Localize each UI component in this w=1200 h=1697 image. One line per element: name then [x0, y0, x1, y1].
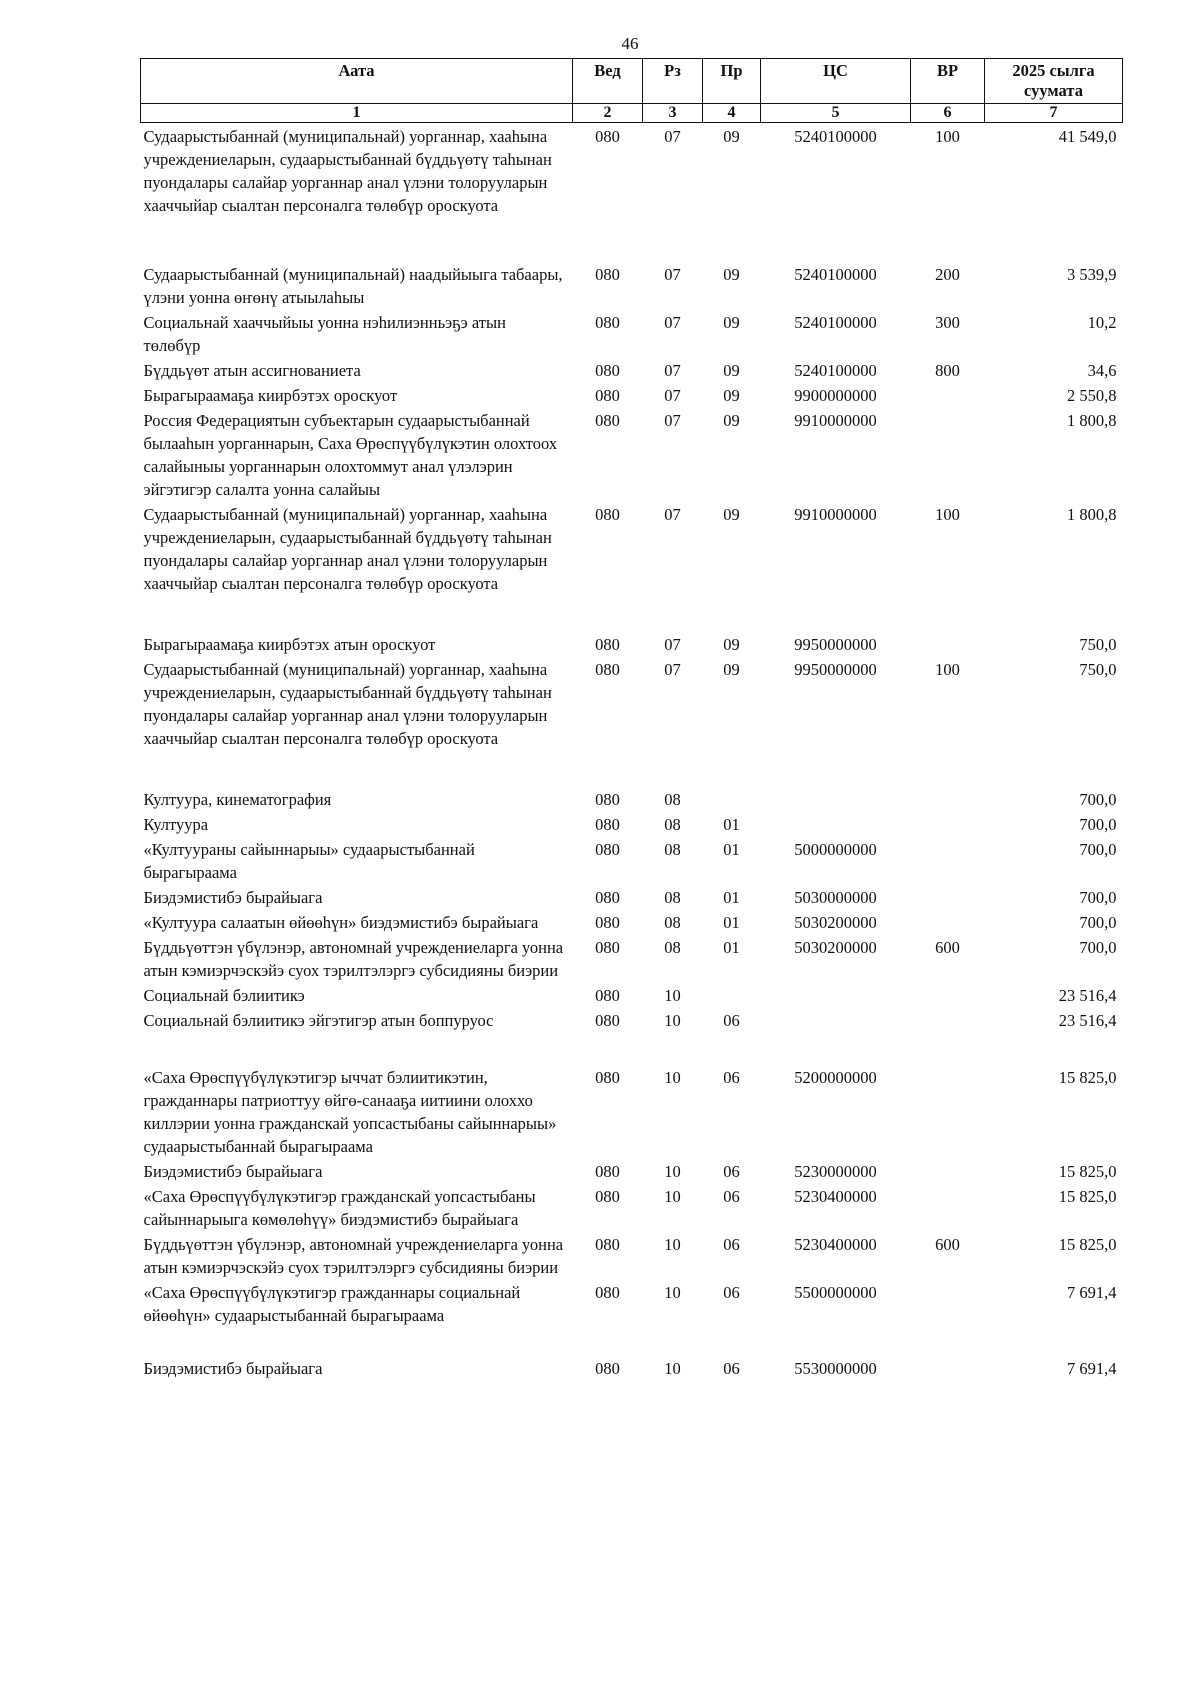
table-row: [141, 261, 1123, 309]
row-cs: 5500000000: [794, 1283, 877, 1302]
row-sum: 750,0: [1079, 635, 1117, 654]
row-ved: 080: [595, 1283, 620, 1302]
row-vr: [911, 1007, 985, 1064]
row-pr: [703, 786, 761, 811]
row-ved: 080: [595, 1187, 620, 1206]
table-row: [141, 382, 1123, 407]
row-vr: [911, 1279, 985, 1355]
row-sum: 23 516,4: [1058, 1011, 1117, 1030]
row-sum: 700,0: [1079, 840, 1117, 859]
row-pr: 06: [723, 1011, 740, 1030]
row-ved: 080: [595, 815, 620, 834]
row-cs: 5230400000: [794, 1235, 877, 1254]
row-ved: 080: [595, 913, 620, 932]
row-vr: [911, 1183, 985, 1231]
row-name: Култуура: [143, 815, 209, 834]
row-pr: 09: [723, 660, 740, 679]
row-pr: 06: [723, 1235, 740, 1254]
row-name: «Култуура салаатын өйөөһүн» биэдэмистибэ бырайыага: [143, 913, 539, 932]
row-cs: [761, 982, 911, 1007]
row-sum: 23 516,4: [1058, 986, 1117, 1005]
row-ved: 080: [595, 127, 620, 146]
header-rz: Рз: [643, 59, 703, 104]
row-ved: 080: [595, 1068, 620, 1087]
row-sum: 1 800,8: [1067, 505, 1117, 524]
table-row: [141, 1279, 1123, 1355]
row-cs: 5230400000: [794, 1187, 877, 1206]
row-cs: 5530000000: [794, 1359, 877, 1378]
row-vr: [911, 884, 985, 909]
row-ved: 080: [595, 313, 620, 332]
table-row: [141, 1231, 1123, 1279]
row-vr: [911, 909, 985, 934]
row-name: Култуура, кинематография: [143, 790, 332, 809]
table-row: [141, 909, 1123, 934]
table-row: [141, 836, 1123, 884]
row-cs: 9950000000: [794, 635, 877, 654]
row-ved: 080: [595, 1162, 620, 1181]
row-ved: 080: [595, 265, 620, 284]
row-ved: 080: [595, 938, 620, 957]
row-sum: 700,0: [1079, 790, 1117, 809]
table-body: [141, 123, 1123, 1381]
row-sum: 15 825,0: [1058, 1235, 1117, 1254]
row-pr: 01: [723, 815, 740, 834]
table-row: [141, 123, 1123, 262]
row-rz: 07: [664, 635, 681, 654]
row-cs: 5200000000: [794, 1068, 877, 1087]
row-vr: [911, 811, 985, 836]
table-row: [141, 407, 1123, 501]
row-pr: 09: [723, 313, 740, 332]
row-pr: 01: [723, 913, 740, 932]
row-vr: 800: [935, 361, 960, 380]
row-sum: 700,0: [1079, 888, 1117, 907]
page-number: 46: [621, 34, 639, 53]
row-rz: 07: [664, 265, 681, 284]
table-row: [141, 501, 1123, 631]
row-ved: 080: [595, 1235, 620, 1254]
row-rz: 10: [664, 1235, 681, 1254]
row-cs: 5230000000: [794, 1162, 877, 1181]
row-ved: 080: [595, 660, 620, 679]
row-sum: 15 825,0: [1058, 1162, 1117, 1181]
row-cs: 5240100000: [794, 361, 877, 380]
row-pr: 06: [723, 1359, 740, 1378]
row-sum: 1 800,8: [1067, 411, 1117, 430]
row-rz: 08: [664, 938, 681, 957]
row-rz: 07: [664, 127, 681, 146]
header-sum: 2025 сылга суумата: [985, 59, 1123, 104]
row-sum: 2 550,8: [1067, 386, 1117, 405]
row-sum: 15 825,0: [1058, 1187, 1117, 1206]
row-cs: 5030200000: [794, 938, 877, 957]
row-vr: [911, 1064, 985, 1158]
row-rz: 08: [664, 913, 681, 932]
row-vr: 300: [935, 313, 960, 332]
row-sum: 700,0: [1079, 815, 1117, 834]
table-row: [141, 309, 1123, 357]
row-sum: 700,0: [1079, 938, 1117, 957]
row-rz: 07: [664, 361, 681, 380]
header-ved: Вед: [573, 59, 643, 104]
row-vr: [911, 407, 985, 501]
row-cs: [761, 811, 911, 836]
table-header-row: [141, 59, 1123, 104]
row-ved: 080: [595, 986, 620, 1005]
table-row: [141, 982, 1123, 1007]
row-rz: 07: [664, 313, 681, 332]
row-rz: 08: [664, 815, 681, 834]
row-name: Судаарыстыбаннай (муниципальнай) уорганнар, хааһына учреждениеларын, судаарыстыбаннай бүддьүөтү таһынан пуондалары салайар уорганнар анал үлэни толорууларын хааччыйар сыалтан персоналга төлөбүр ороскуота: [143, 127, 552, 215]
row-pr: 06: [723, 1283, 740, 1302]
table-row: [141, 1064, 1123, 1158]
row-pr: 09: [723, 361, 740, 380]
row-pr: 09: [723, 265, 740, 284]
row-ved: 080: [595, 840, 620, 859]
row-cs: 5030200000: [794, 913, 877, 932]
row-cs: 5030000000: [794, 888, 877, 907]
table-row: [141, 1355, 1123, 1380]
row-vr: [911, 382, 985, 407]
row-cs: 9910000000: [794, 505, 877, 524]
row-pr: 09: [723, 411, 740, 430]
row-rz: 10: [664, 1283, 681, 1302]
row-name: Социальнай бэлиитикэ эйгэтигэр атын боппуруос: [143, 1011, 494, 1030]
row-vr: 100: [935, 660, 960, 679]
row-rz: 10: [664, 1359, 681, 1378]
row-rz: 08: [664, 840, 681, 859]
row-vr: [911, 982, 985, 1007]
row-cs: 5240100000: [794, 313, 877, 332]
row-name: Бүддьүөт атын ассигнованиета: [143, 361, 361, 380]
table-row: [141, 811, 1123, 836]
row-sum: 15 825,0: [1058, 1068, 1117, 1087]
table-row: [141, 656, 1123, 786]
row-cs: 5000000000: [794, 840, 877, 859]
row-vr: 100: [935, 127, 960, 146]
row-ved: 080: [595, 386, 620, 405]
row-name: «Саха Өрөспүүбүлүкэтигэр ыччат бэлиитикэтин, гражданнары патриоттуу өйгө-санааҕа иитиини олоххо киллэрии уонна гражданскай уопсастыбаны сайыннарыы» судаарыстыбаннай бырагыраама: [143, 1068, 557, 1156]
header-name: Аата: [141, 59, 573, 104]
row-sum: 41 549,0: [1058, 127, 1117, 146]
table-row: [141, 1158, 1123, 1183]
row-cs: 9910000000: [794, 411, 877, 430]
row-pr: 09: [723, 127, 740, 146]
row-cs: 9900000000: [794, 386, 877, 405]
column-number: 2: [573, 104, 643, 123]
row-cs: [761, 786, 911, 811]
row-vr: [911, 1355, 985, 1380]
table-row: [141, 884, 1123, 909]
column-number: 5: [761, 104, 911, 123]
row-pr: 01: [723, 840, 740, 859]
row-cs: 9950000000: [794, 660, 877, 679]
table-row: [141, 1183, 1123, 1231]
row-name: Бүддьүөттэн үбүлэнэр, автономнай учреждениеларга уонна атын кэмиэрчэскэйэ суох тэрилтэлэргэ субсидияны биэрии: [143, 1235, 564, 1277]
row-name: Биэдэмистибэ бырайыага: [143, 888, 323, 907]
row-name: Россия Федерациятын субъектарын судаарыстыбаннай былааһын уорганнарын, Саха Өрөспүүбүлүкэтин олохтоох салайыныы уорганнарын олохтоммут анал үлэлэрин эйгэтигэр салалта уонна салайыы: [143, 411, 558, 499]
row-vr: 200: [935, 265, 960, 284]
row-name: Биэдэмистибэ бырайыага: [143, 1162, 323, 1181]
column-number: 7: [985, 104, 1123, 123]
header-cs: ЦС: [761, 59, 911, 104]
row-name: Судаарыстыбаннай (муниципальнай) уорганнар, хааһына учреждениеларын, судаарыстыбаннай бүддьүөтү таһынан пуондалары салайар уорганнар анал үлэни толорууларын хааччыйар сыалтан персоналга төлөбүр ороскуота: [143, 660, 552, 748]
row-name: «Саха Өрөспүүбүлүкэтигэр гражданскай уопсастыбаны сайыннарыыга көмөлөһүү» биэдэмистибэ бырайыага: [143, 1187, 536, 1229]
row-name: Социальнай хааччыйыы уонна нэһилиэнньэҕэ атын төлөбүр: [143, 313, 506, 355]
row-rz: 07: [664, 660, 681, 679]
row-vr: [911, 631, 985, 656]
table-row: [141, 786, 1123, 811]
row-vr: 600: [935, 1235, 960, 1254]
row-rz: 08: [664, 888, 681, 907]
row-pr: 09: [723, 386, 740, 405]
row-name: Бырагыраамаҕа киирбэтэх атын ороскуот: [143, 635, 436, 654]
row-sum: 10,2: [1087, 313, 1117, 332]
row-pr: 06: [723, 1162, 740, 1181]
column-number: 6: [911, 104, 985, 123]
row-ved: 080: [595, 411, 620, 430]
row-rz: 10: [664, 1162, 681, 1181]
table-row: [141, 934, 1123, 982]
row-name: Судаарыстыбаннай (муниципальнай) уорганнар, хааһына учреждениеларын, судаарыстыбаннай бүддьүөтү таһынан пуондалары салайар уорганнар анал үлэни толорууларын хааччыйар сыалтан персоналга төлөбүр ороскуота: [143, 505, 552, 593]
row-rz: 10: [664, 1011, 681, 1030]
row-rz: 07: [664, 411, 681, 430]
table-row: [141, 357, 1123, 382]
row-pr: 06: [723, 1068, 740, 1087]
row-sum: 700,0: [1079, 913, 1117, 932]
row-vr: 100: [935, 505, 960, 524]
row-rz: 07: [664, 386, 681, 405]
row-cs: [761, 1007, 911, 1064]
row-ved: 080: [595, 1011, 620, 1030]
header-vr: ВР: [911, 59, 985, 104]
row-rz: 07: [664, 505, 681, 524]
column-number: 4: [703, 104, 761, 123]
row-vr: [911, 786, 985, 811]
row-ved: 080: [595, 361, 620, 380]
row-ved: 080: [595, 635, 620, 654]
row-ved: 080: [595, 888, 620, 907]
row-name: Социальнай бэлиитикэ: [143, 986, 305, 1005]
row-sum: 3 539,9: [1067, 265, 1117, 284]
row-name: «Саха Өрөспүүбүлүкэтигэр гражданнары социальнай өйөөһүн» судаарыстыбаннай бырагыраама: [143, 1283, 521, 1325]
column-number: 1: [141, 104, 573, 123]
row-sum: 34,6: [1087, 361, 1117, 380]
row-ved: 080: [595, 505, 620, 524]
header-pr: Пр: [703, 59, 761, 104]
row-name: «Култуураны сайыннарыы» судаарыстыбаннай бырагыраама: [143, 840, 475, 882]
column-number: 3: [643, 104, 703, 123]
row-name: Бүддьүөттэн үбүлэнэр, автономнай учреждениеларга уонна атын кэмиэрчэскэйэ суох тэрилтэлэргэ субсидияны биэрии: [143, 938, 564, 980]
row-name: Судаарыстыбаннай (муниципальнай) наадыйыыга табаары, үлэни уонна өҥөнү атыылаһыы: [143, 265, 563, 307]
row-cs: 5240100000: [794, 265, 877, 284]
row-pr: 01: [723, 888, 740, 907]
row-name: Биэдэмистибэ бырайыага: [143, 1359, 323, 1378]
row-pr: 09: [723, 635, 740, 654]
row-ved: 080: [595, 1359, 620, 1378]
column-number-row: [141, 104, 1123, 123]
row-vr: [911, 836, 985, 884]
table-row: [141, 631, 1123, 656]
row-pr: 09: [723, 505, 740, 524]
row-ved: 080: [595, 790, 620, 809]
row-rz: 10: [664, 986, 681, 1005]
row-sum: 750,0: [1079, 660, 1117, 679]
table-row: [141, 1007, 1123, 1064]
row-pr: 06: [723, 1187, 740, 1206]
row-cs: 5240100000: [794, 127, 877, 146]
row-rz: 08: [664, 790, 681, 809]
row-rz: 10: [664, 1187, 681, 1206]
budget-table: [140, 58, 1123, 1380]
row-vr: 600: [935, 938, 960, 957]
row-rz: 10: [664, 1068, 681, 1087]
row-name: Бырагыраамаҕа киирбэтэх ороскуот: [143, 386, 398, 405]
row-sum: 7 691,4: [1067, 1283, 1117, 1302]
row-pr: 01: [723, 938, 740, 957]
row-vr: [911, 1158, 985, 1183]
row-sum: 7 691,4: [1067, 1359, 1117, 1378]
row-pr: [703, 982, 761, 1007]
